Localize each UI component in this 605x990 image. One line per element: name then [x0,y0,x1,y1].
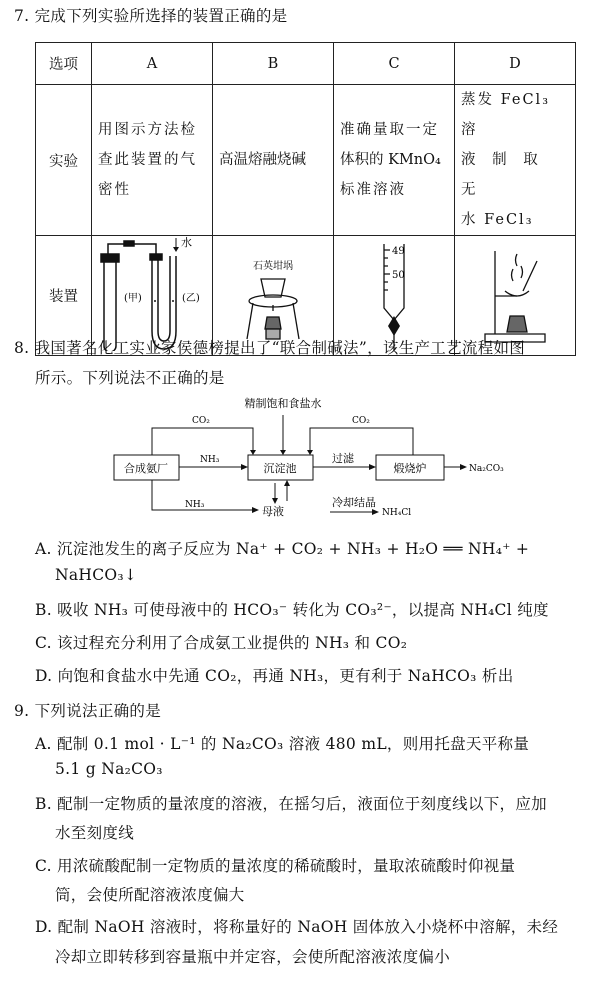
product-label: Na₂CO₃ [469,464,504,474]
cooling-label: 冷却结晶 [332,496,376,509]
nh4cl-label: NH₄Cl [382,508,412,518]
q8-stem-line1: 8. 我国著名化工实业家侯德榜提出了“联合制碱法”，该生产工艺流程如图 [14,339,526,357]
q9-option-c: C. 用浓硫酸配制一定物质的量浓度的稀硫酸时，量取浓硫酸时仰视量 [35,857,516,875]
brine-label: 精制饱和食盐水 [244,397,322,410]
q9-stem: 9. 下列说法正确的是 [14,702,162,720]
experiment-a: 用图示方法检 查此装置的气 密性 [92,85,213,236]
q9-option-b: B. 配制一定物质的量浓度的溶液，在摇匀后，液面位于刻度线以下，应加 [35,795,547,813]
experiment-c: 准确量取一定 体积的 KMnO₄ 标准溶液 [334,85,455,236]
q9-option-c-cont: 筒，会使所配溶液浓度偏大 [55,886,245,904]
q8-option-d: D. 向饱和食盐水中先通 CO₂，再通 NH₃，更有利于 NaHCO₃ 析出 [35,667,514,685]
q8-option-a: A. 沉淀池发生的离子反应为 Na⁺ + CO₂ + NH₃ + H₂O ══ NH₄⁺ + [35,540,530,558]
experiment-d: 蒸发 FeCl₃ 溶 液 制 取 无 水 FeCl₃ [455,85,576,236]
nh3-bottom-label: NH₃ [185,500,205,510]
q9-option-a-cont: 5.1 g Na₂CO₃ [55,760,163,778]
header-b: B [213,43,334,85]
crucible-on-tripod-icon [213,239,333,349]
q9-option-d-cont: 冷却立即转移到容量瓶中并定容，会使所配溶液浓度偏小 [55,948,451,966]
water-label: 水 [181,236,192,249]
table-header-row [36,43,576,85]
q9-option-d: D. 配制 NaOH 溶液时，将称量好的 NaOH 固体放入小烧杯中溶解，未经 [35,918,559,936]
crucible-label: 石英坩埚 [253,260,293,272]
jia-label: (甲) [124,293,142,304]
experiment-label: 实验 [36,85,92,236]
mother-liquor-label: 母液 [262,505,284,518]
header-a: A [92,43,213,85]
q7-stem: 7. 完成下列实验所选择的装置正确的是 [14,7,288,25]
q9-option-a: A. 配制 0.1 mol · L⁻¹ 的 Na₂CO₃ 溶液 480 mL，则用托盘天平称量 [35,735,530,753]
device-label: 装置 [36,236,92,356]
ammonia-plant-box: 合成氨厂 [124,462,168,475]
tick-50: 50 [392,270,405,281]
process-flow-diagram [100,395,520,530]
q7-table [35,42,576,356]
calciner-box: 煅烧炉 [393,462,427,475]
experiment-b: 高温熔融烧碱 [213,85,334,236]
q9-option-b-cont: 水至刻度线 [55,824,135,842]
u-tube-apparatus-icon [92,236,212,351]
acid-burette-icon [334,236,454,351]
q8-option-b: B. 吸收 NH₃ 可使母液中的 HCO₃⁻ 转化为 CO₃²⁻，以提高 NH₄Cl 纯度 [35,601,549,619]
q8-option-a-cont: NaHCO₃↓ [55,566,138,584]
co2-right-label: CO₂ [352,416,370,426]
co2-left-label: CO₂ [192,416,210,426]
header-d: D [455,43,576,85]
header-option: 选项 [36,43,92,85]
experiment-row [36,85,576,236]
tick-49: 49 [392,246,405,257]
settling-tank-box: 沉淀池 [263,462,297,475]
q8-stem-line2: 所示。下列说法不正确的是 [35,369,225,387]
filter-label: 过滤 [332,452,354,465]
yi-label: (乙) [182,293,200,304]
nh3-top-label: NH₃ [200,455,220,465]
evaporating-dish-icon [455,236,575,351]
q8-option-c: C. 该过程充分利用了合成氨工业提供的 NH₃ 和 CO₂ [35,634,408,652]
header-c: C [334,43,455,85]
